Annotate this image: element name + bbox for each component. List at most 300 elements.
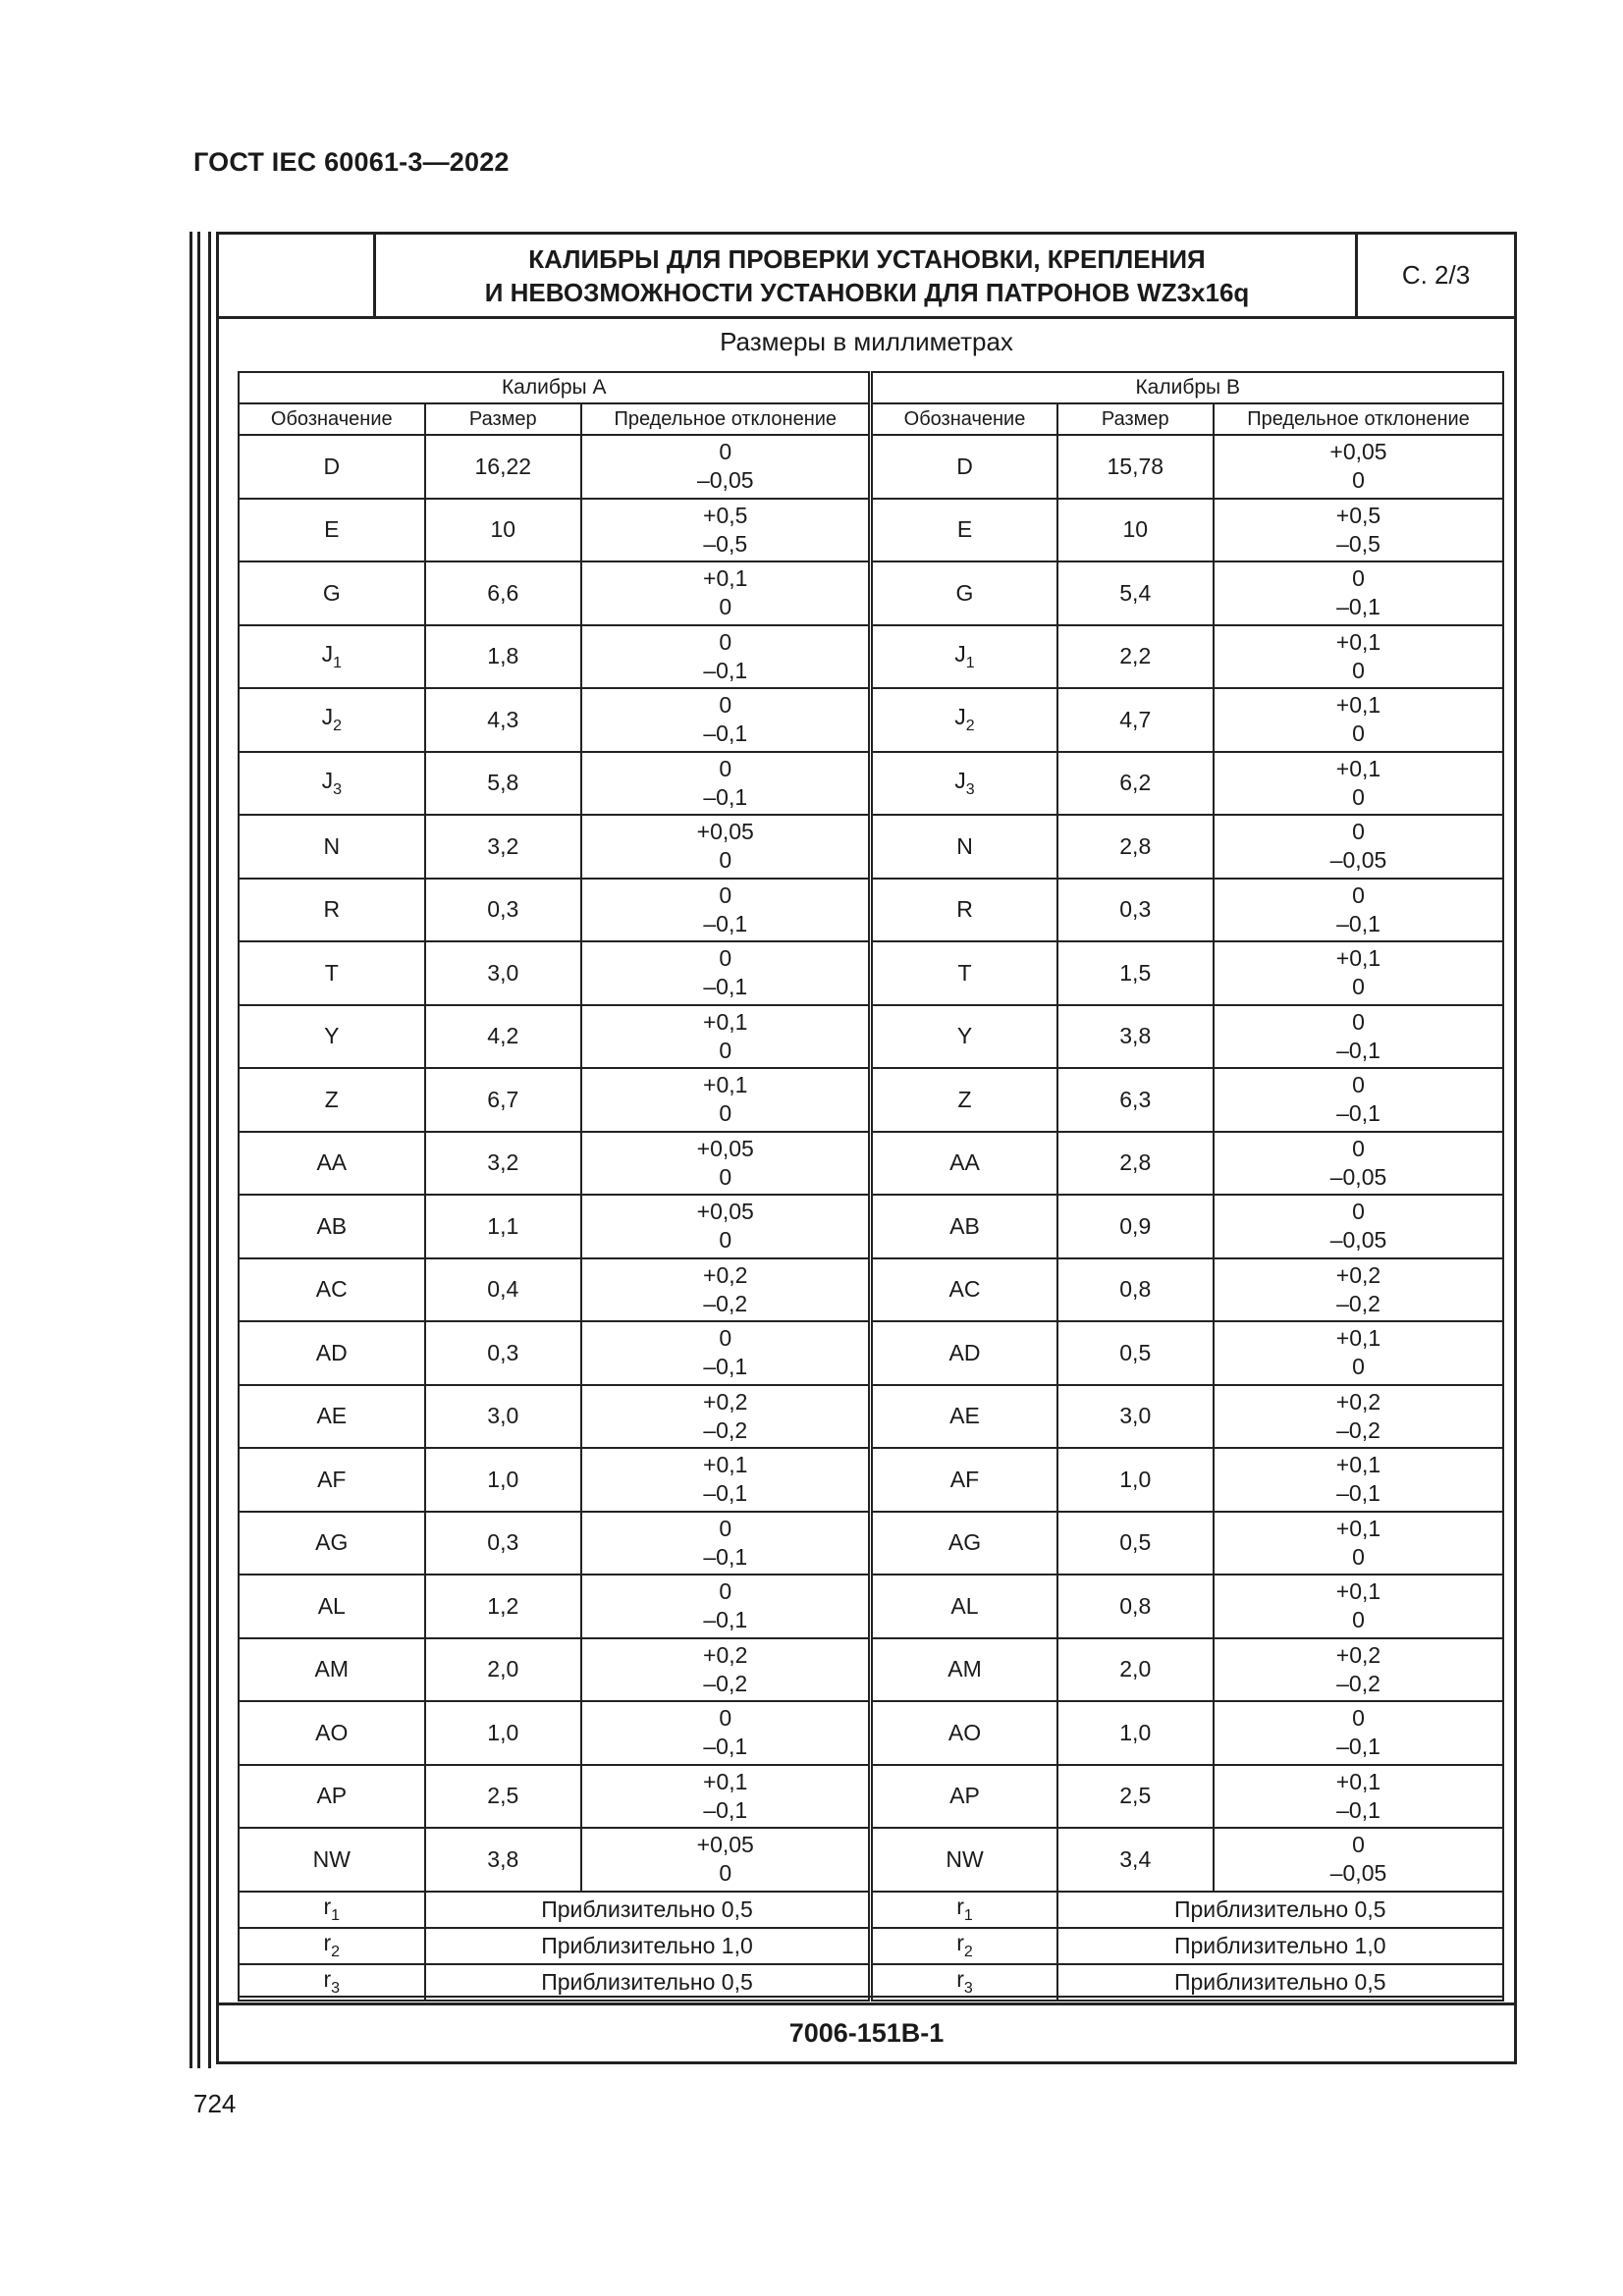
designation-letter: J [954, 640, 966, 667]
tolerance-cell [581, 1005, 871, 1069]
radius-value-a: Приблизительно 0,5 [425, 1964, 871, 2001]
designation-letter: R [956, 896, 973, 923]
size-cell: 1,8 [425, 625, 581, 689]
designation-subscript: 2 [963, 1944, 973, 1960]
standard-sheet [216, 232, 1517, 2064]
designation-letter: AC [948, 1276, 981, 1303]
tolerance-cell [581, 1321, 871, 1385]
lower-deviation: –0,5 [703, 530, 748, 557]
lower-deviation: –0,5 [1336, 530, 1380, 557]
designation-cell [871, 1005, 1057, 1069]
upper-deviation: 0 [1352, 881, 1365, 908]
table-row [239, 1321, 1503, 1385]
tolerance-cell [581, 941, 871, 1005]
tolerance-cell [1214, 1575, 1503, 1638]
tolerance-cell [1214, 1321, 1503, 1385]
upper-deviation: +0,1 [1335, 1325, 1381, 1352]
designation-letter: AB [316, 1212, 348, 1239]
table-row [239, 1638, 1503, 1702]
tolerance-pair [1215, 818, 1502, 875]
lower-deviation: –0,1 [703, 783, 748, 810]
designation-letter: T [957, 959, 972, 986]
radius-value-b: Приблизительно 0,5 [1057, 1964, 1503, 2001]
size-cell: 4,7 [1057, 688, 1214, 752]
designation-letter: AG [315, 1529, 349, 1556]
table-row [239, 1385, 1503, 1449]
tolerance-pair [582, 1451, 868, 1508]
size-cell: 1,0 [1057, 1701, 1214, 1765]
designation-cell [871, 1512, 1057, 1575]
tolerance-pair [1215, 1135, 1502, 1192]
lower-deviation: –0,2 [703, 1670, 748, 1696]
upper-deviation: +0,2 [1335, 1641, 1381, 1668]
table-row [239, 879, 1503, 942]
tolerance-cell [581, 1068, 871, 1132]
size-cell: 10 [1057, 499, 1214, 562]
designation-cell [871, 1701, 1057, 1765]
tolerance-cell [1214, 1701, 1503, 1765]
size-cell: 2,0 [1057, 1638, 1214, 1702]
size-cell: 15,78 [1057, 435, 1214, 499]
tolerance-cell [581, 1512, 871, 1575]
size-cell: 0,8 [1057, 1258, 1214, 1322]
designation-letter: R [323, 896, 341, 923]
size-cell: 0,9 [1057, 1195, 1214, 1258]
tolerance-pair [582, 691, 868, 748]
designation-letter: r [323, 1966, 332, 1992]
table-row [239, 1448, 1503, 1512]
upper-deviation: +0,1 [703, 1768, 748, 1794]
lower-deviation: 0 [1352, 974, 1365, 1000]
tolerance-cell [1214, 499, 1503, 562]
lower-deviation: 0 [1352, 657, 1365, 683]
designation-cell [871, 1638, 1057, 1702]
table-row [239, 1005, 1503, 1069]
designation-cell [871, 941, 1057, 1005]
designation-letter: AA [949, 1149, 980, 1176]
designation-cell [871, 1964, 1057, 2001]
sheet-title-line-2: И НЕВОЗМОЖНОСТИ УСТАНОВКИ ДЛЯ ПАТРОНОВ WZ3x16q [484, 277, 1250, 307]
table-row [239, 1132, 1503, 1196]
designation-letter: AE [949, 1403, 980, 1429]
designation-cell [871, 1575, 1057, 1638]
designation-letter: AC [315, 1276, 348, 1303]
designation-letter: AM [314, 1656, 350, 1682]
upper-deviation: 0 [1352, 1072, 1365, 1098]
lower-deviation: –0,1 [1336, 1100, 1380, 1127]
designation-subscript: 3 [333, 780, 342, 798]
lower-deviation: –0,1 [1336, 1734, 1380, 1760]
designation-cell [239, 1512, 425, 1575]
designation-letter: AD [948, 1339, 981, 1365]
tolerance-pair [582, 1135, 868, 1192]
size-cell: 2,5 [425, 1765, 581, 1829]
table-row [239, 941, 1503, 1005]
designation-cell [871, 1448, 1057, 1512]
sheet-title-line-1: КАЛИБРЫ ДЛЯ ПРОВЕРКИ УСТАНОВКИ, КРЕПЛЕНИЯ [528, 243, 1206, 274]
lower-deviation: –0,1 [703, 1354, 748, 1380]
tolerance-cell [1214, 435, 1503, 499]
designation-cell [239, 1258, 425, 1322]
tolerance-cell [1214, 1195, 1503, 1258]
tolerance-cell [581, 1448, 871, 1512]
designation-cell [871, 1385, 1057, 1449]
size-cell: 2,0 [425, 1638, 581, 1702]
tolerance-pair [1215, 438, 1502, 495]
designation-letter: r [323, 1894, 332, 1919]
tolerance-pair [582, 628, 868, 685]
tolerance-pair [582, 502, 868, 559]
upper-deviation: +0,1 [703, 1072, 748, 1098]
column-header-size: Размер [425, 403, 581, 435]
upper-deviation: +0,2 [703, 1388, 748, 1415]
sheet-title [376, 235, 1358, 316]
size-cell: 3,8 [425, 1828, 581, 1892]
radius-row [239, 1892, 1503, 1928]
designation-letter: AF [949, 1466, 980, 1492]
tolerance-cell [581, 561, 871, 625]
upper-deviation: 0 [719, 881, 732, 908]
tolerance-pair [582, 1704, 868, 1761]
size-cell: 1,1 [425, 1195, 581, 1258]
designation-cell [871, 815, 1057, 879]
designation-subscript: 3 [963, 1980, 973, 1997]
upper-deviation: 0 [719, 439, 732, 465]
table-row [239, 752, 1503, 816]
designation-cell [239, 1132, 425, 1196]
sheet-code-footer: 7006-151В-1 [219, 2002, 1514, 2061]
size-cell: 16,22 [425, 435, 581, 499]
lower-deviation: –0,1 [1336, 594, 1380, 620]
upper-deviation: +0,05 [696, 819, 754, 845]
table-row [239, 499, 1503, 562]
tolerance-pair [1215, 1451, 1502, 1508]
designation-cell [239, 752, 425, 816]
designation-letter: AL [950, 1592, 979, 1619]
designation-cell [239, 1321, 425, 1385]
table-row [239, 1195, 1503, 1258]
radius-value-a: Приблизительно 1,0 [425, 1928, 871, 1964]
designation-letter: AF [317, 1466, 347, 1492]
lower-deviation: 0 [719, 847, 732, 874]
designation-subscript: 1 [963, 1907, 973, 1924]
designation-letter: NW [312, 1845, 351, 1872]
designation-cell [239, 1195, 425, 1258]
designation-cell [871, 1068, 1057, 1132]
designation-letter: G [955, 579, 974, 606]
designation-cell [239, 1005, 425, 1069]
designation-cell [239, 815, 425, 879]
lower-deviation: –0,05 [1329, 1860, 1387, 1887]
tolerance-pair [1215, 1261, 1502, 1318]
radius-row [239, 1964, 1503, 2001]
tolerance-pair [582, 1388, 868, 1445]
radius-value-b: Приблизительно 0,5 [1057, 1892, 1503, 1928]
column-header-tolerance: Предельное отклонение [581, 403, 871, 435]
designation-letter: r [956, 1894, 964, 1919]
tolerance-cell [1214, 1828, 1503, 1892]
table-row [239, 435, 1503, 499]
designation-cell [239, 435, 425, 499]
lower-deviation: 0 [1352, 783, 1365, 810]
tolerance-pair [1215, 1071, 1502, 1128]
size-cell: 0,3 [1057, 879, 1214, 942]
designation-cell [871, 1258, 1057, 1322]
column-header-designation: Обозначение [871, 403, 1057, 435]
upper-deviation: 0 [719, 755, 732, 781]
designation-cell [239, 1701, 425, 1765]
designation-letter: r [956, 1930, 964, 1955]
tolerance-pair [1215, 1008, 1502, 1065]
upper-deviation: 0 [1352, 1008, 1365, 1035]
table-row [239, 561, 1503, 625]
gauge-dimensions-table [238, 371, 1504, 2002]
tolerance-pair [582, 881, 868, 938]
upper-deviation: +0,1 [703, 1008, 748, 1035]
tolerance-cell [1214, 1448, 1503, 1512]
title-blank-cell [219, 235, 376, 316]
tolerance-pair [582, 818, 868, 875]
size-cell: 1,0 [1057, 1448, 1214, 1512]
lower-deviation: 0 [1352, 1354, 1365, 1380]
table-row [239, 1512, 1503, 1575]
upper-deviation: 0 [719, 1325, 732, 1352]
designation-letter: D [956, 453, 973, 479]
lower-deviation: 0 [719, 1100, 732, 1127]
binding-margin-lines [189, 232, 211, 2068]
lower-deviation: 0 [719, 1860, 732, 1887]
tolerance-cell [581, 879, 871, 942]
tolerance-pair [1215, 1577, 1502, 1634]
upper-deviation: +0,1 [1335, 1768, 1381, 1794]
lower-deviation: –0,1 [703, 1480, 748, 1507]
upper-deviation: +0,05 [1329, 439, 1387, 465]
designation-letter: J [954, 767, 966, 793]
lower-deviation: –0,05 [1329, 847, 1387, 874]
tolerance-cell [1214, 1068, 1503, 1132]
size-cell: 3,2 [425, 1132, 581, 1196]
lower-deviation: –0,1 [1336, 1037, 1380, 1063]
tolerance-pair [1215, 628, 1502, 685]
lower-deviation: –0,1 [1336, 910, 1380, 936]
tolerance-pair [1215, 691, 1502, 748]
table-row [239, 1575, 1503, 1638]
tolerance-cell [1214, 1005, 1503, 1069]
designation-letter: AP [949, 1783, 980, 1809]
tolerance-cell [1214, 1638, 1503, 1702]
size-cell: 0,8 [1057, 1575, 1214, 1638]
designation-letter: AB [949, 1212, 980, 1239]
tolerance-pair [1215, 502, 1502, 559]
designation-cell [239, 1385, 425, 1449]
upper-deviation: +0,05 [696, 1135, 754, 1161]
lower-deviation: 0 [719, 1037, 732, 1063]
designation-cell [871, 561, 1057, 625]
tolerance-pair [1215, 1388, 1502, 1445]
tolerance-cell [581, 625, 871, 689]
tolerance-pair [582, 1577, 868, 1634]
upper-deviation: 0 [719, 628, 732, 655]
designation-cell [871, 688, 1057, 752]
tolerance-cell [581, 1385, 871, 1449]
tolerance-pair [1215, 944, 1502, 1001]
lower-deviation: 0 [1352, 1543, 1365, 1570]
upper-deviation: 0 [719, 1515, 732, 1541]
lower-deviation: 0 [719, 1163, 732, 1190]
upper-deviation: +0,1 [1335, 1452, 1381, 1478]
upper-deviation: 0 [719, 1578, 732, 1605]
size-cell: 10 [425, 499, 581, 562]
tolerance-cell [581, 688, 871, 752]
size-cell: 2,5 [1057, 1765, 1214, 1829]
tolerance-cell [1214, 752, 1503, 816]
table-row [239, 1828, 1503, 1892]
lower-deviation: –0,05 [696, 467, 754, 494]
tolerance-cell [1214, 625, 1503, 689]
designation-cell [239, 941, 425, 1005]
tolerance-cell [1214, 561, 1503, 625]
upper-deviation: +0,1 [1335, 945, 1381, 972]
designation-subscript: 2 [331, 1944, 341, 1960]
lower-deviation: –0,2 [1336, 1670, 1380, 1696]
size-cell: 3,2 [425, 815, 581, 879]
radius-value-a: Приблизительно 0,5 [425, 1892, 871, 1928]
tolerance-pair [582, 438, 868, 495]
upper-deviation: +0,5 [703, 502, 748, 528]
lower-deviation: –0,1 [703, 1734, 748, 1760]
size-cell: 0,5 [1057, 1512, 1214, 1575]
designation-letter: AE [316, 1403, 348, 1429]
table-row [239, 1068, 1503, 1132]
size-cell: 1,0 [425, 1448, 581, 1512]
designation-letter: E [956, 516, 973, 543]
designation-letter: NW [946, 1845, 984, 1872]
tolerance-cell [1214, 941, 1503, 1005]
tolerance-pair [582, 1768, 868, 1825]
upper-deviation: +0,5 [1335, 502, 1381, 528]
lower-deviation: 0 [1352, 1607, 1365, 1633]
tolerance-cell [581, 499, 871, 562]
designation-cell [239, 1638, 425, 1702]
upper-deviation: 0 [719, 1705, 732, 1732]
table-row [239, 815, 1503, 879]
designation-cell [871, 879, 1057, 942]
size-cell: 2,8 [1057, 815, 1214, 879]
table-row [239, 1765, 1503, 1829]
lower-deviation: –0,2 [703, 1416, 748, 1443]
group-header-gauges-a: Калибры А [239, 372, 871, 403]
upper-deviation: 0 [1352, 819, 1365, 845]
upper-deviation: +0,1 [1335, 755, 1381, 781]
size-cell: 4,3 [425, 688, 581, 752]
upper-deviation: +0,05 [696, 1199, 754, 1225]
designation-cell [239, 1828, 425, 1892]
size-cell: 3,8 [1057, 1005, 1214, 1069]
lower-deviation: –0,2 [703, 1290, 748, 1316]
tolerance-pair [582, 1261, 868, 1318]
tolerance-cell [1214, 1385, 1503, 1449]
upper-deviation: 0 [1352, 1705, 1365, 1732]
tolerance-cell [581, 1132, 871, 1196]
size-cell: 5,4 [1057, 561, 1214, 625]
designation-cell [871, 1132, 1057, 1196]
designation-subscript: 2 [333, 718, 342, 735]
designation-letter: AA [316, 1149, 348, 1176]
designation-cell [239, 1575, 425, 1638]
tolerance-pair [1215, 1831, 1502, 1888]
lower-deviation: –0,2 [1336, 1290, 1380, 1316]
tolerance-pair [582, 1198, 868, 1255]
table-row [239, 1701, 1503, 1765]
designation-letter: AO [315, 1719, 349, 1745]
tolerance-pair [1215, 755, 1502, 812]
designation-letter: D [323, 453, 341, 479]
tolerance-pair [582, 1008, 868, 1065]
tolerance-pair [1215, 1768, 1502, 1825]
lower-deviation: –0,1 [1336, 1480, 1380, 1507]
lower-deviation: 0 [719, 594, 732, 620]
upper-deviation: +0,1 [703, 1452, 748, 1478]
lower-deviation: –0,1 [703, 1607, 748, 1633]
sheet-number: С. 2/3 [1355, 235, 1514, 316]
tolerance-pair [582, 1641, 868, 1698]
designation-cell [871, 1321, 1057, 1385]
tolerance-cell [1214, 1512, 1503, 1575]
tolerance-cell [1214, 879, 1503, 942]
document-code-header: ГОСТ IEC 60061-3—2022 [193, 147, 510, 177]
size-cell: 0,4 [425, 1258, 581, 1322]
tolerance-pair [1215, 564, 1502, 621]
designation-cell [871, 499, 1057, 562]
tolerance-cell [1214, 688, 1503, 752]
table-row [239, 1258, 1503, 1322]
upper-deviation: +0,2 [703, 1641, 748, 1668]
upper-deviation: 0 [719, 945, 732, 972]
lower-deviation: 0 [1352, 721, 1365, 747]
units-note: Размеры в миллиметрах [720, 327, 1013, 356]
designation-letter: AD [315, 1339, 348, 1365]
designation-subscript: 1 [965, 654, 975, 671]
group-header-gauges-b: Калибры В [871, 372, 1503, 403]
title-block [219, 235, 1514, 319]
lower-deviation: 0 [1352, 467, 1365, 494]
designation-cell [239, 1928, 425, 1964]
tolerance-pair [582, 1324, 868, 1381]
size-cell: 2,8 [1057, 1132, 1214, 1196]
designation-letter: J [954, 704, 966, 730]
designation-cell [239, 1964, 425, 2001]
designation-cell [871, 1195, 1057, 1258]
size-cell: 5,8 [425, 752, 581, 816]
designation-letter: r [323, 1930, 332, 1955]
upper-deviation: 0 [719, 692, 732, 719]
table-row [239, 688, 1503, 752]
size-cell: 1,5 [1057, 941, 1214, 1005]
column-header-designation: Обозначение [239, 403, 425, 435]
column-header-tolerance: Предельное отклонение [1214, 403, 1503, 435]
designation-letter: Y [324, 1023, 340, 1049]
column-header-size: Размер [1057, 403, 1214, 435]
lower-deviation: –0,05 [1329, 1163, 1387, 1190]
upper-deviation: +0,1 [1335, 692, 1381, 719]
designation-letter: J [321, 704, 334, 730]
radius-row [239, 1928, 1503, 1964]
tolerance-pair [1215, 1515, 1502, 1572]
tolerance-cell [581, 1765, 871, 1829]
size-cell: 2,2 [1057, 625, 1214, 689]
tolerance-pair [582, 755, 868, 812]
designation-cell [871, 1765, 1057, 1829]
